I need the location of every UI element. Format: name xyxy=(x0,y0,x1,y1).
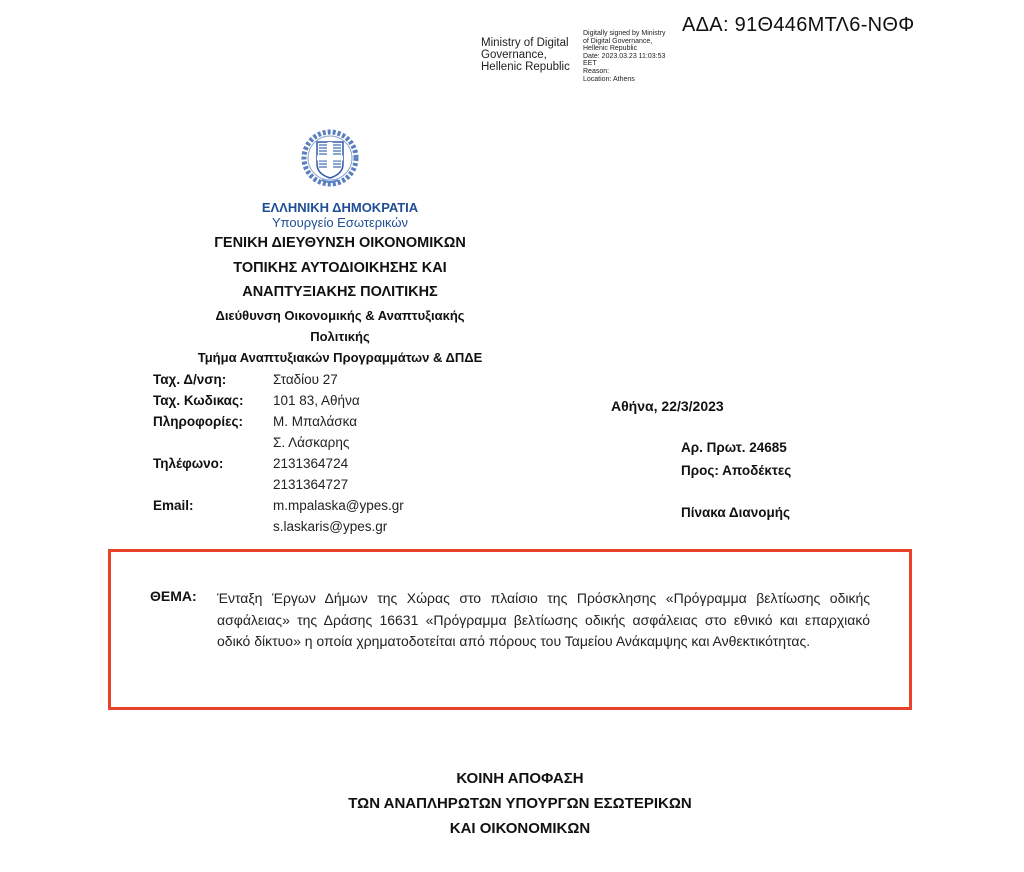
department-name: Τμήμα Αναπτυξιακών Προγραμμάτων & ΔΠΔΕ xyxy=(197,350,483,365)
decision-title-line: ΚΑΙ ΟΙΚΟΝΟΜΙΚΩΝ xyxy=(449,820,591,837)
directorate-general-line: ΑΝΑΠΤΥΞΙΑΚΗΣ ΠΟΛΙΤΙΚΗΣ xyxy=(242,284,438,300)
email-link[interactable]: m.mpalaska@ypes.gr xyxy=(273,498,404,513)
postal-label: Ταχ. Κωδικας: xyxy=(153,393,244,408)
phone-value: 2131364727 xyxy=(273,477,349,492)
signature-org-line: Ministry of Digital xyxy=(481,37,569,49)
signature-detail-line: Digitally signed by Ministry xyxy=(583,30,666,37)
signature-detail-line: Location: Athens xyxy=(583,75,635,83)
info-label: Πληροφορίες: xyxy=(153,414,244,429)
subject-label: ΘΕΜΑ: xyxy=(150,588,197,604)
subject-text: Ένταξη Έργων Δήμων της Χώρας στο πλαίσιο της Πρόσκλησης «Πρόγραμμα βελτίωσης οδικής ασφάλειας» της Δράσης 16631 «Πρόγραμμα βελτίωσης οδικής ασφάλειας στο εθνικό και επαρχιακό οδικό δίκτυο» η οποία χρηματοδοτείται από πόρους του Ταμείου Ανάκαμψης και Ανθεκτικότητας. xyxy=(217,590,870,649)
signature-org-line: Governance, xyxy=(481,49,547,61)
address-value: Σταδίου 27 xyxy=(273,372,338,387)
republic-name: ΕΛΛΗΝΙΚΗ ΔΗΜΟΚΡΑΤΙΑ xyxy=(261,200,419,215)
directorate-line: Πολιτικής xyxy=(310,329,370,344)
directorate-general-line: ΓΕΝΙΚΗ ΔΙΕΥΘΥΝΣΗ ΟΙΚΟΝΟΜΙΚΩΝ xyxy=(214,235,466,251)
ministry-name: Υπουργείο Εσωτερικών xyxy=(271,215,409,230)
ada-code: ΑΔΑ: 91Θ446ΜΤΛ6-ΝΘΦ xyxy=(682,14,915,36)
place-date: Αθήνα, 22/3/2023 xyxy=(611,398,724,414)
signature-detail-line: Hellenic Republic xyxy=(583,45,638,53)
decision-title-line: ΚΟΙΝΗ ΑΠΟΦΑΣΗ xyxy=(456,770,584,787)
distribution-list: Πίνακα Διανομής xyxy=(681,505,790,520)
phone-label: Τηλέφωνο: xyxy=(153,456,224,471)
protocol-number: Αρ. Πρωτ. 24685 xyxy=(681,440,787,455)
info-value: Μ. Μπαλάσκα xyxy=(273,414,357,429)
signature-detail-line: Reason: xyxy=(583,67,610,75)
address-label: Ταχ. Δ/νση: xyxy=(153,372,227,387)
signature-details xyxy=(583,30,683,83)
signature-detail-line: Date: 2023.03.23 11:03:53 xyxy=(583,52,666,60)
email-label: Email: xyxy=(153,498,194,513)
signature-detail-line: of Digital Governance, xyxy=(583,37,653,45)
postal-value: 101 83, Αθήνα xyxy=(273,393,360,408)
signature-organization xyxy=(481,37,570,73)
signature-org-line: Hellenic Republic xyxy=(481,61,570,73)
greek-coat-of-arms-icon xyxy=(300,128,360,190)
phone-value: 2131364724 xyxy=(273,456,349,471)
info-value: Σ. Λάσκαρης xyxy=(273,435,350,450)
signature-detail-line: EET xyxy=(583,60,597,68)
email-link[interactable]: s.laskaris@ypes.gr xyxy=(273,519,388,534)
recipients: Προς: Αποδέκτες xyxy=(681,463,792,478)
directorate-line: Διεύθυνση Οικονομικής & Αναπτυξιακής xyxy=(215,308,465,323)
directorate-general-line: ΤΟΠΙΚΗΣ ΑΥΤΟΔΙΟΙΚΗΣΗΣ ΚΑΙ xyxy=(233,260,447,276)
decision-title-line: ΤΩΝ ΑΝΑΠΛΗΡΩΤΩΝ ΥΠΟΥΡΓΩΝ ΕΣΩΤΕΡΙΚΩΝ xyxy=(348,795,692,812)
